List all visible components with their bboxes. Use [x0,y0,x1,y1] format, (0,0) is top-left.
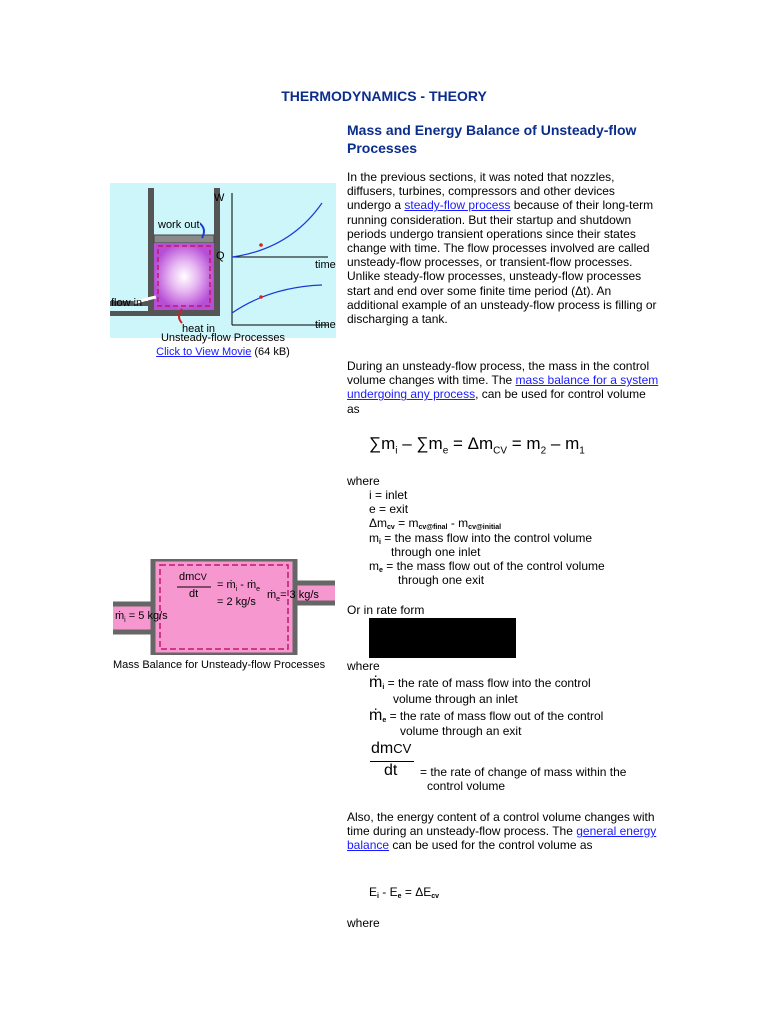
mass-balance-link[interactable]: mass balance for a system undergoing any process [347,373,659,402]
energy-eq-sub: cv [431,893,440,900]
mass-paragraph [347,359,659,416]
eq-part: – ∑m [397,434,443,453]
fig2-me-text: ṁ [267,589,277,601]
energy-text: Also, the energy content of a control volume changes with time during an unsteady-flow process. The [347,810,655,839]
gas-volume [154,243,214,310]
me-def-2: through one exit [398,573,485,587]
dm-sub: cv@initial [468,524,502,531]
mi-text: = the mass flow into the control volume [380,531,593,545]
mi-def [369,531,592,546]
energy-eq-text: E [369,885,378,899]
label-work-out: work out [158,219,200,231]
dm-text: Δm [369,516,388,530]
mi-def-2: through one inlet [391,545,481,559]
fig2-mi-sub: i [124,617,126,625]
rate-form-label: Or in rate form [347,603,425,617]
label-time-2: time [315,319,336,331]
fig2-mi-text: ṁ [115,610,125,622]
mass-text-2: , can be used for control volume as [347,387,646,416]
intro-paragraph [347,170,659,326]
mdot-i-text: = the rate of mass flow into the control [384,676,591,690]
fig2-mi [115,610,168,624]
energy-eq-text: - E [378,885,398,899]
section-heading: Mass and Energy Balance of Unsteady-flow Processes [347,122,637,156]
fig2-me [267,589,319,603]
dmdt-bottom: dt [384,762,398,779]
figure1-movie [110,346,336,358]
fig2-dm-sub: CV [194,572,207,582]
eq-sub: CV [493,445,508,457]
exit-def: e = exit [369,502,409,516]
dm-text: = m [394,516,419,530]
fig2-dm [179,571,207,583]
view-movie-link[interactable]: Click to View Movie [156,346,252,358]
mdot-i-symbol: ṁ [369,674,383,691]
movie-size: (64 kB) [251,346,290,358]
mi-sub: i [379,539,381,546]
mdot-i-def [369,674,591,692]
dm-sub: cv [387,524,395,531]
dm-sub: cv@final [418,524,448,531]
fig2-rhs-text: - ṁ [237,579,257,591]
eq-sub: e [442,445,449,457]
where-label: where [347,474,380,488]
delta-m-def [369,516,501,531]
energy-eq-sub: e [397,893,402,900]
dmdt-def-2: control volume [427,779,506,793]
mdot-e-text: = the rate of mass flow out of the control [386,709,604,723]
inlet-def: i = inlet [369,488,408,502]
me-def [369,559,605,574]
fig2-me-text: = 3 kg/s [280,589,319,601]
eq-part: = m [507,434,541,453]
fig2-rhs-text: = ṁ [217,579,236,591]
figure1-caption: Unsteady-flow Processes [160,332,286,344]
mdot-e-def-2: volume through an exit [400,724,522,738]
energy-eq-text: = ΔE [401,885,432,899]
piston [154,235,214,243]
me-sub: e [379,567,383,574]
eq-sub: i [395,445,398,457]
eq-part: – m [546,434,580,453]
intro-text: In the previous sections, it was noted that nozzles, diffusers, turbines, compressors and other devices undergo a [347,170,615,213]
rate-equation-image [369,618,516,658]
me-text: = the mass flow out of the control volume [382,559,605,573]
dmdt-def: = the rate of change of mass within the [420,765,627,779]
label-heat-in: heat in [182,323,216,335]
eq-sub: 1 [579,445,585,457]
mdot-e-sub: e [382,717,387,724]
energy-eq-sub: i [377,893,379,900]
me-text: m [369,559,379,573]
energy-paragraph [347,810,659,853]
fig2-mi-text: = 5 kg/s [125,610,168,622]
fig2-rhs-sub: i [235,586,238,594]
fig2-me-sub: e [276,596,281,604]
heat-marker [259,295,263,299]
mdot-e-def [369,707,603,725]
page-title: THERMODYNAMICS - THEORY [281,88,487,104]
mass-balance-figure [113,559,335,655]
work-marker [259,243,263,247]
steady-flow-link[interactable]: steady-flow process [404,198,511,213]
figure2-caption: Mass Balance for Unsteady-flow Processes [113,659,326,671]
dmdt-top [371,740,411,758]
energy-equation [369,885,439,900]
eq-sub: 2 [540,445,547,457]
fig2-rhs-sub: e [256,586,261,594]
label-flow-in: flow in [111,297,143,309]
label-q: Q [216,250,225,262]
heat-curve [232,285,322,313]
mdot-i-def-2: volume through an inlet [393,692,518,706]
dmdt-top-text: dm [371,740,394,757]
intro-text-2: because of their long-term running consideration. But their startup and shutdown periods undergo transient operations since their states change with time. The flow processes involved are called unsteady-flow processes, or transient-flow processes. Unlike steady-flow processes, unsteady-flow processes start and end over some finite time period (Δt). An additional example of an unsteady-flow process is filling or discharging a tank. [347,198,657,327]
energy-where-label: where [347,916,380,930]
mass-balance-equation [369,434,585,456]
eq-part: ∑m [369,434,396,453]
fig2-rhs2: = 2 kg/s [217,596,256,608]
mdot-e-symbol: ṁ [369,707,383,724]
fig2-dt: dt [189,588,199,600]
rate-where-label: where [347,659,380,673]
label-w: W [214,192,225,204]
general-energy-balance-link[interactable]: general energy balance [347,824,657,853]
mass-text: During an unsteady-flow process, the mass in the control volume changes with time. The [347,359,650,388]
fig2-rhs [217,579,260,593]
unsteady-flow-figure [110,183,336,338]
mdot-i-sub: i [382,684,385,691]
mi-text: m [369,531,379,545]
cylinder-bottom [148,310,220,316]
dm-text: - m [447,516,469,530]
label-time-1: time [315,259,336,271]
inlet-pipe-bottom [110,311,150,316]
dmdt-top-sub: CV [393,741,412,756]
dmdt-fraction [370,740,416,784]
eq-part: = Δm [448,434,494,453]
energy-text-2: can be used for the control volume as [389,838,593,853]
fig2-dm-text: dm [179,571,195,583]
work-curve [232,203,322,257]
